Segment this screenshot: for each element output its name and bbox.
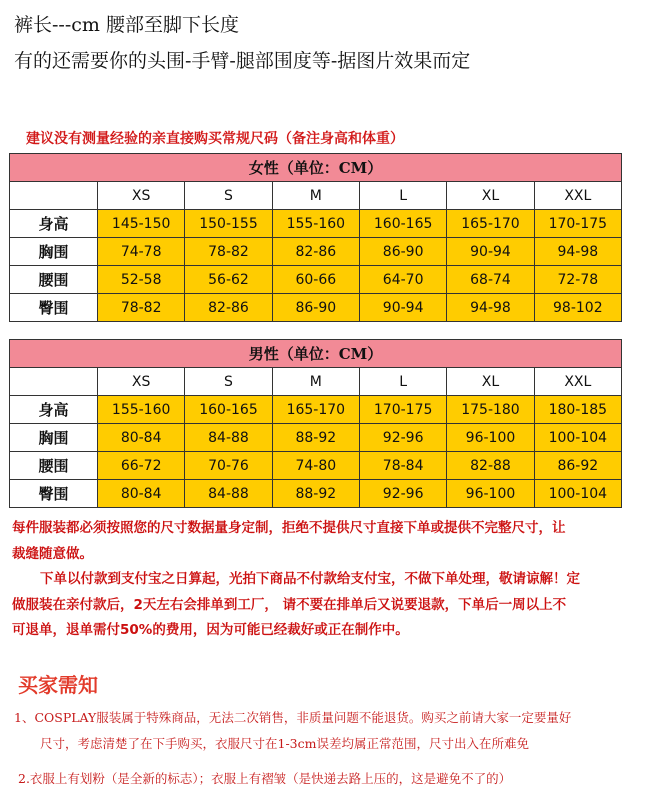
size-value: 84-88	[185, 424, 272, 452]
size-header: M	[272, 182, 359, 210]
size-header: XL	[447, 182, 534, 210]
size-value: 88-92	[272, 424, 359, 452]
size-value: 60-66	[272, 266, 359, 294]
row-label: 腰围	[10, 266, 98, 294]
size-value: 80-84	[98, 480, 185, 508]
size-value: 160-165	[359, 210, 446, 238]
row-label: 臀围	[10, 294, 98, 322]
size-value: 90-94	[447, 238, 534, 266]
size-value: 94-98	[447, 294, 534, 322]
payment-policy-line1: 下单以付款到支付宝之日算起，光拍下商品不付款给支付宝，不做下单处理，敬请谅解！定	[40, 571, 580, 587]
size-value: 86-90	[359, 238, 446, 266]
size-value: 92-96	[359, 480, 446, 508]
size-value: 96-100	[447, 424, 534, 452]
size-value: 64-70	[359, 266, 446, 294]
size-value: 86-92	[534, 452, 621, 480]
size-value: 170-175	[534, 210, 621, 238]
row-label: 身高	[10, 210, 98, 238]
table-row	[10, 294, 622, 322]
size-value: 82-86	[185, 294, 272, 322]
row-label: 腰围	[10, 452, 98, 480]
size-value: 78-84	[359, 452, 446, 480]
women-table-title: 女性（单位：CM）	[10, 154, 622, 182]
women-size-table	[9, 153, 622, 322]
size-value: 78-82	[185, 238, 272, 266]
size-value: 100-104	[534, 480, 621, 508]
table-row	[10, 396, 622, 424]
table-row	[10, 266, 622, 294]
size-header: S	[185, 368, 272, 396]
size-value: 165-170	[272, 396, 359, 424]
size-value: 90-94	[359, 294, 446, 322]
men-size-table	[9, 339, 622, 508]
table-row	[10, 238, 622, 266]
intro-pants-length: 裤长---cm 腰部至脚下长度	[14, 14, 239, 36]
size-value: 94-98	[534, 238, 621, 266]
men-table-title: 男性（单位：CM）	[10, 340, 622, 368]
size-value: 100-104	[534, 424, 621, 452]
size-value: 82-88	[447, 452, 534, 480]
payment-policy-line3: 可退单，退单需付50%的费用，因为可能已经裁好或正在制作中。	[12, 622, 409, 638]
size-value: 66-72	[98, 452, 185, 480]
size-header: L	[359, 368, 446, 396]
size-header: L	[359, 182, 446, 210]
size-header: XS	[98, 182, 185, 210]
size-value: 155-160	[98, 396, 185, 424]
row-label: 胸围	[10, 424, 98, 452]
size-value: 74-80	[272, 452, 359, 480]
payment-policy-line2: 做服装在亲付款后，2天左右会排单到工厂， 请不要在排单后又说要退款，下单后一周以上不	[12, 597, 567, 613]
size-value: 88-92	[272, 480, 359, 508]
size-header: S	[185, 182, 272, 210]
table-row	[10, 210, 622, 238]
size-value: 155-160	[272, 210, 359, 238]
table-row	[10, 424, 622, 452]
size-value: 56-62	[185, 266, 272, 294]
table-corner	[10, 182, 98, 210]
size-value: 68-74	[447, 266, 534, 294]
size-value: 82-86	[272, 238, 359, 266]
size-header: XL	[447, 368, 534, 396]
size-value: 98-102	[534, 294, 621, 322]
size-value: 72-78	[534, 266, 621, 294]
size-value: 80-84	[98, 424, 185, 452]
size-value: 175-180	[447, 396, 534, 424]
size-value: 96-100	[447, 480, 534, 508]
size-value: 92-96	[359, 424, 446, 452]
notice-1-line2: 尺寸，考虑清楚了在下手购买，衣服尺寸在1-3cm误差均属正常范围，尺寸出入在所难免	[40, 736, 529, 751]
size-value: 180-185	[534, 396, 621, 424]
size-value: 170-175	[359, 396, 446, 424]
advice-text: 建议没有测量经验的亲直接购买常规尺码（备注身高和体重）	[26, 131, 404, 147]
custom-policy-line1: 每件服装都必须按照您的尺寸数据量身定制，拒绝不提供尺寸直接下单或提供不完整尺寸，让	[12, 520, 566, 536]
size-value: 86-90	[272, 294, 359, 322]
size-value: 70-76	[185, 452, 272, 480]
table-row	[10, 452, 622, 480]
row-label: 身高	[10, 396, 98, 424]
intro-extra-measurements: 有的还需要你的头围-手臂-腿部围度等-据图片效果而定	[14, 50, 471, 72]
size-header: XXL	[534, 368, 621, 396]
row-label: 臀围	[10, 480, 98, 508]
size-value: 160-165	[185, 396, 272, 424]
size-header: M	[272, 368, 359, 396]
size-value: 78-82	[98, 294, 185, 322]
size-value: 84-88	[185, 480, 272, 508]
size-value: 165-170	[447, 210, 534, 238]
size-value: 150-155	[185, 210, 272, 238]
size-value: 145-150	[98, 210, 185, 238]
table-row	[10, 480, 622, 508]
notice-1-line1: 1、COSPLAY服装属于特殊商品，无法二次销售，非质量问题不能退货。购买之前请大家一定要量好	[14, 710, 572, 725]
row-label: 胸围	[10, 238, 98, 266]
size-header: XXL	[534, 182, 621, 210]
size-value: 74-78	[98, 238, 185, 266]
custom-policy-line2: 裁缝随意做。	[12, 546, 93, 562]
buyer-notice-title: 买家需知	[18, 673, 98, 697]
notice-2: 2.衣服上有划粉（是全新的标志）；衣服上有褶皱（是快递去路上压的，这是避免不了的）	[18, 771, 512, 786]
size-value: 52-58	[98, 266, 185, 294]
table-corner	[10, 368, 98, 396]
size-header: XS	[98, 368, 185, 396]
